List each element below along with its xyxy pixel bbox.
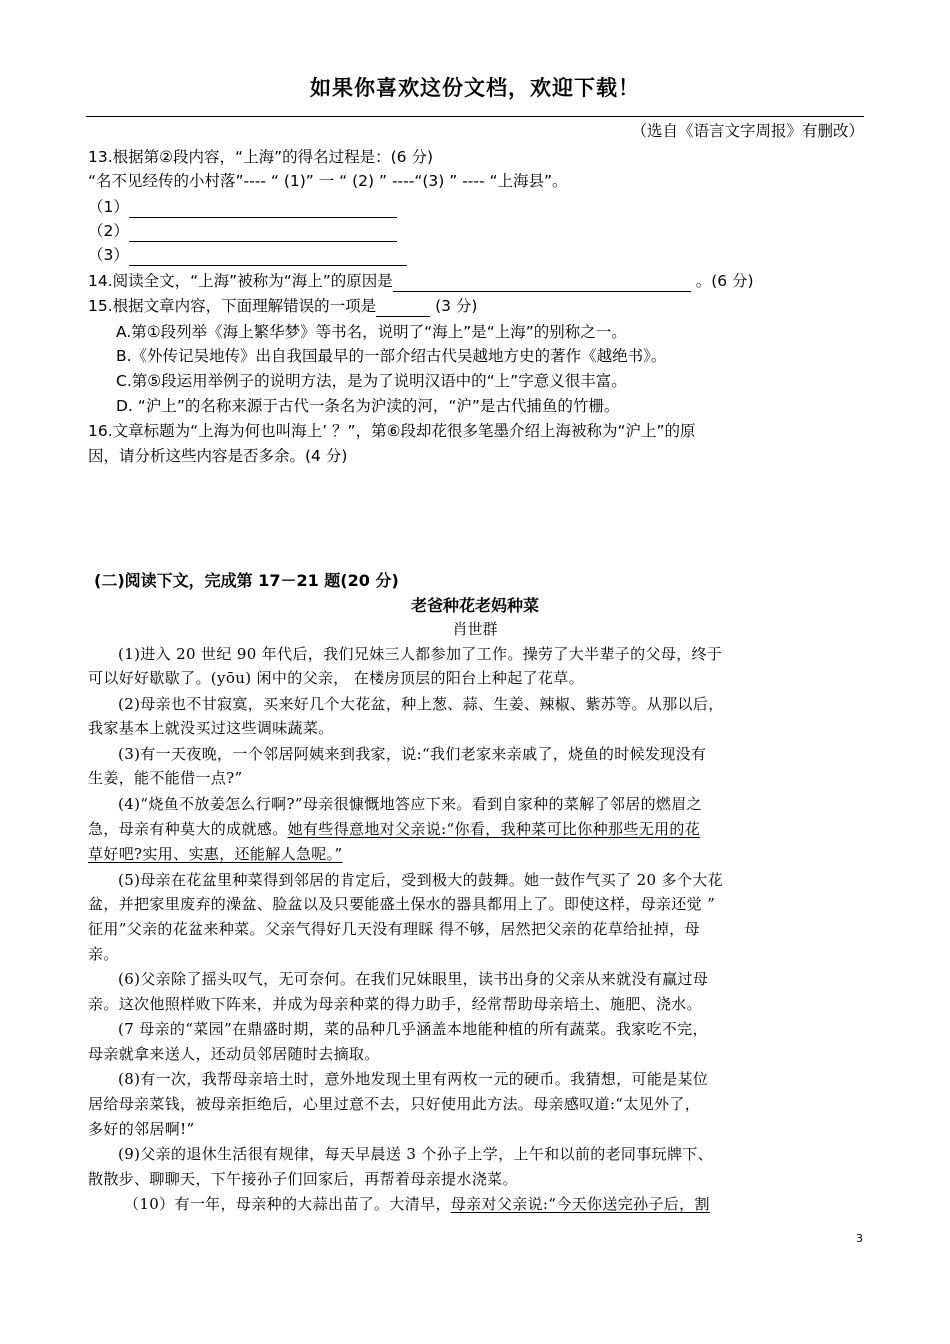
paragraph-4-underlined-2: 草好吧?实用、实惠，还能解人急呢。” <box>88 845 343 863</box>
q15-option-d: D. “沪上”的名称来源于古代一条名为沪渎的河，“沪”是古代捕鱼的竹栅。 <box>116 397 620 415</box>
paragraph-4-line-2-plain: 急，母亲有种莫大的成就感。 <box>88 820 288 838</box>
q15-option-b: B.《外传记吴地传》出自我国最早的一部介绍古代吴越地方史的著作《越绝书》。 <box>116 347 667 365</box>
q13-blank-label-2: （2） <box>88 222 129 240</box>
q15-option-c: C.第⑤段运用举例子的说明方法，是为了说明汉语中的“上”字意义很丰富。 <box>116 372 627 390</box>
q13-answer-1 <box>88 196 397 218</box>
q15-stem: 15.根据文章内容，下面理解错误的一项是 <box>88 297 377 315</box>
paragraph-5-line-4: 亲。 <box>88 945 119 963</box>
q14-answer-line[interactable] <box>393 275 691 292</box>
paragraph-4-underlined-1: 她有些得意地对父亲说:“你看，我种菜可比你种那些无用的花 <box>287 820 701 838</box>
paragraph-1-line-1: (1)进入 20 世纪 90 年代后，我们兄妹三人都参加了工作。操劳了大半辈子的父母，终于 <box>118 645 723 663</box>
paragraph-4-line-2 <box>88 818 700 840</box>
paragraph-4-line-1: (4)“烧鱼不放姜怎么行啊?”母亲很慷慨地答应下来。看到自家种的菜解了邻居的燃眉之 <box>118 795 702 813</box>
paragraph-9-line-2: 散散步、聊聊天，下午接孙子们回家后，再帮着母亲提水浇菜。 <box>88 1170 518 1188</box>
paragraph-10-line-1-plain: （10）有一年，母亲种的大蒜出苗了。大清早， <box>124 1195 451 1213</box>
section-heading: (二)阅读下文，完成第 17－21 题(20 分) <box>94 571 399 590</box>
q13-answer-line-1[interactable] <box>129 201 397 218</box>
paragraph-3-line-1: (3)有一天夜晚，一个邻居阿姨来到我家，说:“我们老家来亲戚了，烧鱼的时候发现没有 <box>118 745 707 763</box>
source-note: （选自《语言文字周报》有删改） <box>631 122 864 140</box>
q13-blank-label-3: （3） <box>88 246 129 264</box>
q13-stem: 13.根据第②段内容，“上海”的得名过程是：(6 分) <box>88 148 433 166</box>
q15 <box>88 295 477 317</box>
paragraph-5-line-2: 盆，并把家里废弃的澡盆、脸盆以及只要能盛土保水的器具都用上了。即使这样，母亲还觉 ” <box>88 895 716 913</box>
paragraph-9-line-1: (9)父亲的退休生活很有规律，每天早晨送 3 个孙子上学，上午和以前的老同事玩牌下、 <box>118 1145 714 1163</box>
q14 <box>88 270 754 292</box>
paragraph-8-line-1: (8)有一次，我帮母亲培土时，意外地发现土里有两枚一元的硬币。我猜想，可能是某位 <box>118 1070 709 1088</box>
q13-answer-3 <box>88 244 407 266</box>
q13-chain: “名不见经传的小村落”---- “ (1)” 一 “ (2) ” ----“(3) ” ---- “上海县”。 <box>88 172 568 190</box>
paragraph-10-underlined: 母亲对父亲说:“今天你送完孙子后，割 <box>450 1195 710 1213</box>
document-header: 如果你喜欢这份文档，欢迎下载！ <box>310 76 640 100</box>
paragraph-1-line-2: 可以好好歇歇了。(yōu) 闲中的父亲， 在楼房顶层的阳台上种起了花草。 <box>88 669 585 687</box>
paragraph-10-line-1 <box>124 1193 710 1215</box>
paragraph-7-line-1: (7 母亲的“菜园”在鼎盛时期，菜的品种几乎涵盖本地能种植的所有蔬菜。我家吃不完， <box>118 1020 708 1038</box>
q13-blank-label-1: （1） <box>88 198 129 216</box>
q16-line-1: 16.文章标题为“上海为何也叫海上’ ？”，第⑥段却花很多笔墨介绍上海被称为“沪上”的原 <box>88 422 696 440</box>
paragraph-2-line-2: 我家基本上就没买过这些调味蔬菜。 <box>88 719 334 737</box>
header-divider <box>86 116 864 117</box>
paragraph-7-line-2: 母亲就拿来送人，还动员邻居随时去摘取。 <box>88 1045 380 1063</box>
q15-points: (3 分) <box>435 297 478 315</box>
article-title: 老爸种花老妈种菜 <box>410 596 539 615</box>
q15-option-a: A.第①段列举《海上繁华梦》等书名，说明了“海上”是“上海”的别称之一。 <box>116 323 627 341</box>
q13-answer-2 <box>88 220 397 242</box>
paragraph-8-line-2: 居给母亲菜钱，被母亲拒绝后，心里过意不去，只好使用此方法。母亲感叹道:“太见外了， <box>88 1095 701 1113</box>
q14-points: 。(6 分) <box>695 272 754 290</box>
paragraph-5-line-1: (5)母亲在花盆里种菜得到邻居的肯定后，受到极大的鼓舞。她一鼓作气买了 20 多个大花 <box>118 871 723 889</box>
q16-line-2: 因，请分析这些内容是否多余。(4 分) <box>88 447 348 465</box>
q14-stem: 14.阅读全文，“上海”被称为“海上”的原因是 <box>88 272 393 290</box>
article-author: 肖世群 <box>452 620 498 638</box>
page-number: 3 <box>856 1232 863 1245</box>
q13-answer-line-3[interactable] <box>129 249 407 266</box>
paragraph-6-line-2: 亲。这次他照样败下阵来，并成为母亲种菜的得力助手，经常帮助母亲培土、施肥、浇水。 <box>88 995 703 1013</box>
paragraph-3-line-2: 生姜，能不能借一点?” <box>88 769 243 787</box>
paragraph-2-line-1: (2)母亲也不甘寂寞，买来好几个大花盆，种上葱、蒜、生姜、辣椒、紫苏等。从那以后， <box>118 695 724 713</box>
paragraph-5-line-3: 征用”父亲的花盆来种菜。父亲气得好几天没有理睬 得不够，居然把父亲的花草给扯掉，母 <box>88 920 700 938</box>
paragraph-6-line-1: (6)父亲除了摇头叹气，无可奈何。在我们兄妹眼里，读书出身的父亲从来就没有赢过母 <box>118 970 709 988</box>
q15-answer-line[interactable] <box>376 300 430 317</box>
paragraph-8-line-3: 多好的邻居啊!” <box>88 1120 195 1138</box>
q13-answer-line-2[interactable] <box>129 225 397 242</box>
